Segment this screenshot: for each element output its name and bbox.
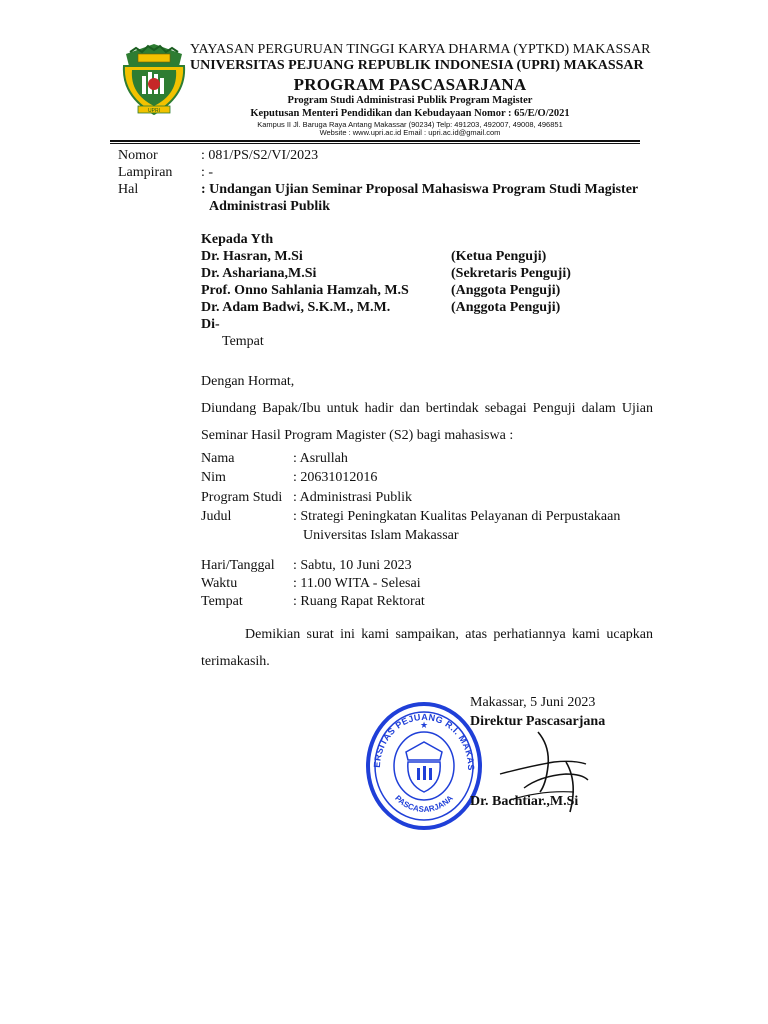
waktu-label: Waktu bbox=[201, 576, 238, 591]
recipient-role: (Anggota Penguji) bbox=[451, 283, 561, 298]
decree-line: Keputusan Menteri Pendidikan dan Kebudayaan Nomor : 65/E/O/2021 bbox=[250, 108, 570, 119]
tempat-value: : Ruang Rapat Rektorat bbox=[293, 594, 425, 609]
nomor-value: : 081/PS/S2/VI/2023 bbox=[201, 148, 319, 163]
stamp-text: ERSITAS PEJUANG R.I. MAKAS bbox=[371, 711, 477, 771]
hal-label: Hal bbox=[118, 182, 139, 197]
recipient-heading: Kepada Yth bbox=[201, 232, 274, 247]
nim-label: Nim bbox=[201, 470, 226, 485]
hal-value: : Undangan Ujian Seminar Proposal Mahasiswa Program Studi Magister bbox=[201, 182, 639, 197]
nama-label: Nama bbox=[201, 451, 235, 466]
closing-paragraph: Demikian surat ini kami sampaikan, atas perhatiannya kami ucapkan bbox=[245, 627, 653, 642]
stamp-bottom-text: PASCASARJANA bbox=[393, 793, 455, 814]
recipient-name: Prof. Onno Sahlania Hamzah, M.S bbox=[201, 283, 409, 298]
judul-value-cont: Universitas Islam Makassar bbox=[303, 528, 459, 543]
hari-value: : Sabtu, 10 Juni 2023 bbox=[293, 558, 412, 573]
recipient-role: (Anggota Penguji) bbox=[451, 300, 561, 315]
website-line: Website : www.upri.ac.id Email : upri.ac.id@gmail.com bbox=[319, 128, 501, 137]
recipient-name: Dr. Hasran, M.Si bbox=[201, 249, 303, 264]
hal-value-cont: Administrasi Publik bbox=[209, 199, 330, 214]
prodi-value: : Administrasi Publik bbox=[293, 490, 413, 505]
recipient-name: Dr. Adam Badwi, S.K.M., M.M. bbox=[201, 300, 391, 315]
closing-paragraph-cont: terimakasih. bbox=[201, 654, 270, 669]
svg-text:★: ★ bbox=[419, 720, 429, 730]
place-date: Makassar, 5 Juni 2023 bbox=[470, 695, 596, 710]
foundation-name: YAYASAN PERGURUAN TINGGI KARYA DHARMA (YPTKD) MAKASSAR bbox=[190, 42, 651, 57]
greeting: Dengan Hormat, bbox=[201, 374, 295, 389]
study-program: Program Studi Administrasi Publik Program Magister bbox=[287, 95, 533, 106]
tempat-label: Tempat bbox=[201, 594, 243, 609]
official-stamp bbox=[364, 700, 484, 832]
program-name: PROGRAM PASCASARJANA bbox=[293, 75, 527, 94]
recipient-place: Tempat bbox=[222, 334, 264, 349]
nomor-label: Nomor bbox=[118, 148, 158, 163]
prodi-label: Program Studi bbox=[201, 490, 283, 505]
logo-text: UPRI bbox=[148, 108, 160, 114]
address-line: Kampus II Jl. Baruga Raya Antang Makassar (90234) Telp: 491203, 492007, 49008, 496851 bbox=[257, 120, 563, 129]
recipient-name: Dr. Ashariana,M.Si bbox=[201, 266, 317, 281]
recipient-role: (Ketua Penguji) bbox=[451, 249, 547, 264]
nim-value: : 20631012016 bbox=[293, 470, 378, 485]
hari-label: Hari/Tanggal bbox=[201, 558, 275, 573]
lampiran-value: : - bbox=[201, 165, 214, 180]
letterhead-divider bbox=[110, 140, 640, 142]
judul-label: Judul bbox=[201, 509, 232, 524]
university-name: UNIVERSITAS PEJUANG REPUBLIK INDONESIA (UPRI) MAKASSAR bbox=[190, 58, 644, 73]
nama-value: : Asrullah bbox=[293, 451, 348, 466]
university-logo bbox=[118, 40, 190, 118]
svg-text:PASCASARJANA bbox=[393, 793, 455, 814]
lampiran-label: Lampiran bbox=[118, 165, 173, 180]
recipient-di: Di- bbox=[201, 317, 220, 332]
judul-value: : Strategi Peningkatan Kualitas Pelayanan di Perpustakaan bbox=[293, 509, 621, 524]
waktu-value: : 11.00 WITA - Selesai bbox=[293, 576, 421, 591]
invitation-paragraph: Diundang Bapak/Ibu untuk hadir dan bertindak sebagai Penguji dalam Ujian bbox=[201, 401, 653, 416]
letterhead-divider-thin bbox=[110, 143, 640, 144]
invitation-paragraph-cont: Seminar Hasil Program Magister (S2) bagi mahasiswa : bbox=[201, 428, 514, 443]
signatory-title: Direktur Pascasarjana bbox=[470, 714, 606, 729]
recipient-role: (Sekretaris Penguji) bbox=[451, 266, 571, 281]
signatory-name: Dr. Bachtiar.,M.Si bbox=[470, 794, 579, 809]
